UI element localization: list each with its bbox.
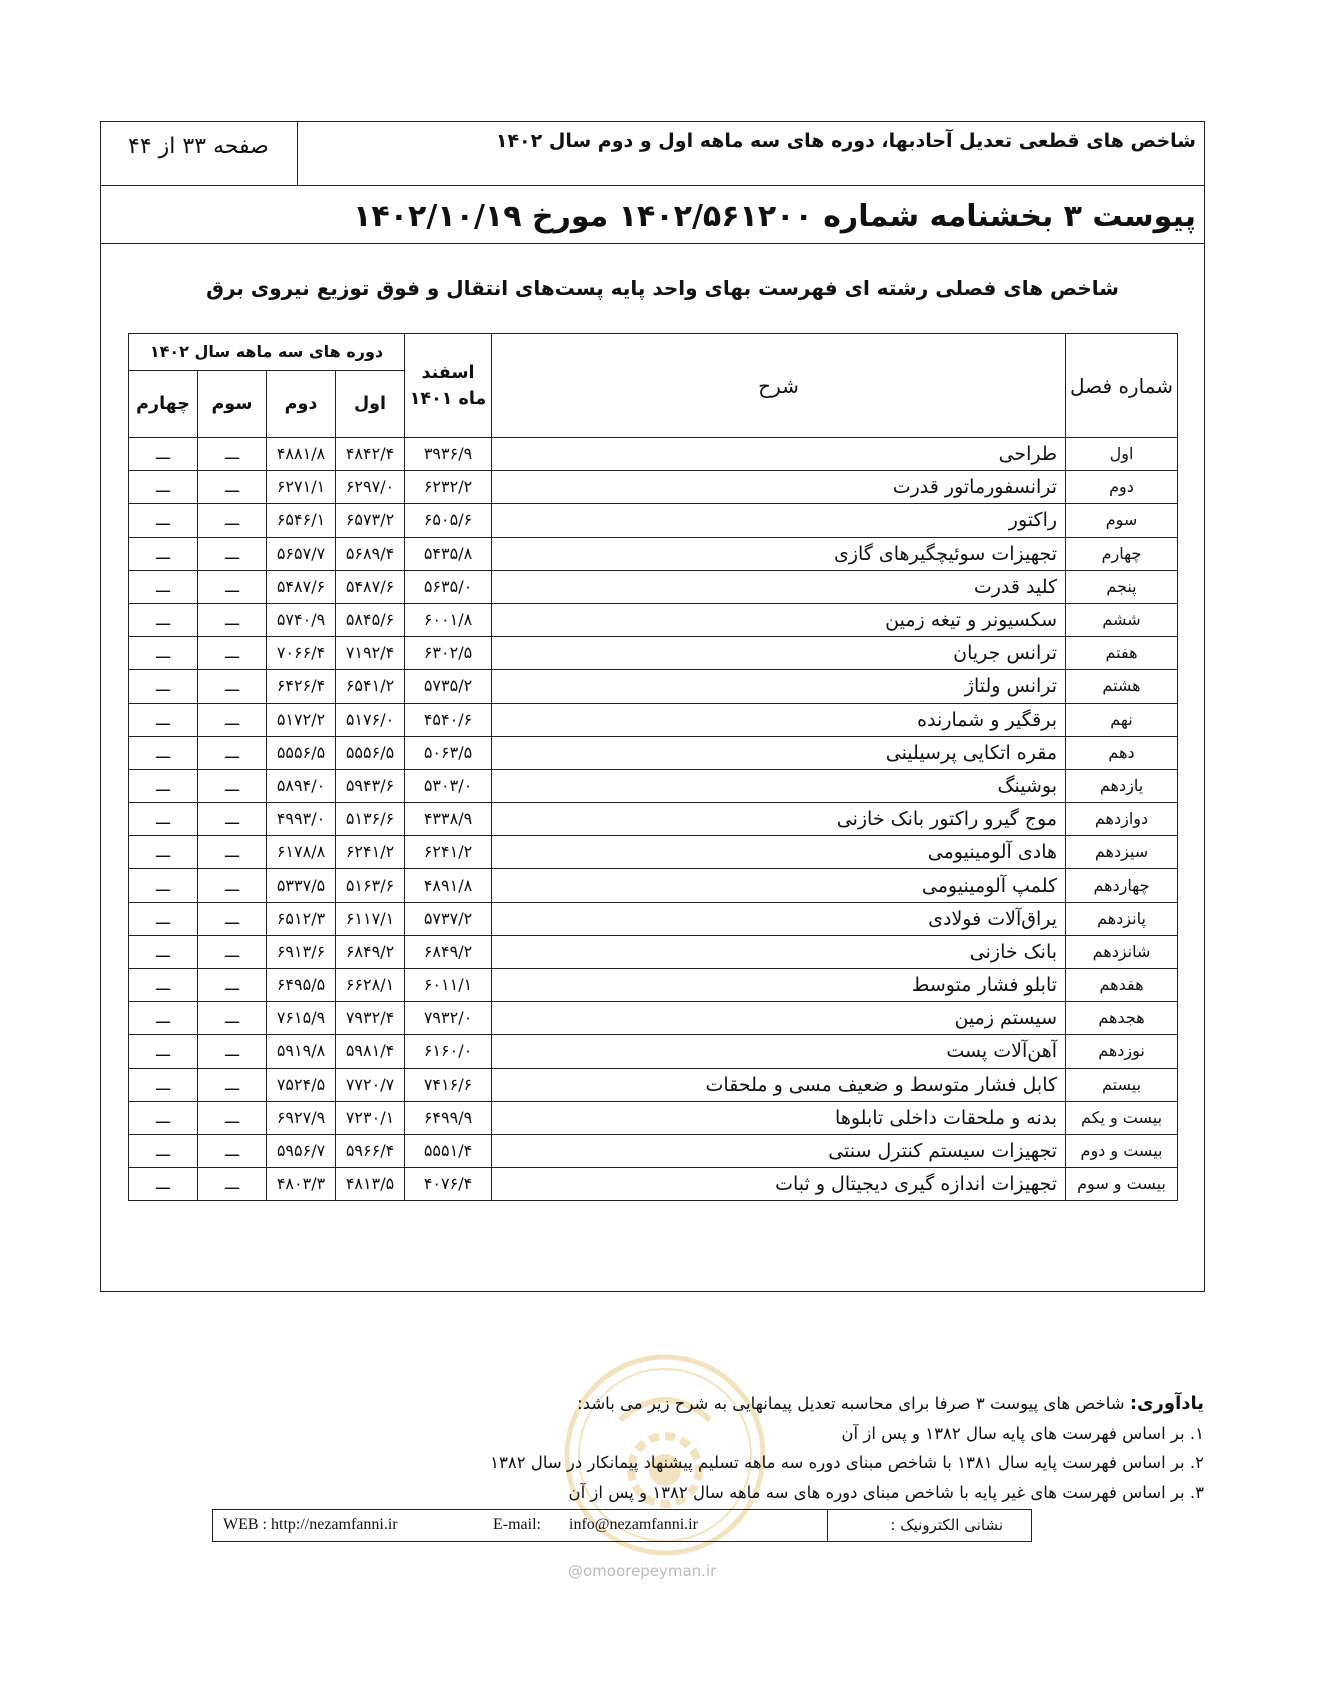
table-title: شاخص های فصلی رشته ای فهرست بهای واحد پایه پست‌های انتقال و فوق توزیع نیروی برق [206, 276, 1119, 300]
description-cell: تجهیزات سوئیچگیرهای گازی [492, 537, 1066, 570]
table-row [129, 803, 1178, 836]
q1-value-cell: ۷۱۹۲/۴ [336, 637, 405, 670]
esfand-value-cell: ۶۲۳۲/۲ [405, 471, 492, 504]
note-item: ۱. بر اساس فهرست های پایه سال ۱۳۸۲ و پس از آن [841, 1423, 1204, 1443]
q4-value-cell: ـــ [129, 769, 198, 802]
q3-value-cell: ـــ [198, 670, 267, 703]
q4-value-cell: ـــ [129, 637, 198, 670]
q1-value-cell: ۵۵۵۶/۵ [336, 736, 405, 769]
q2-value-cell: ۶۴۲۶/۴ [267, 670, 336, 703]
q4-value-cell: ـــ [129, 1035, 198, 1068]
description-cell: هادی آلومینیومی [492, 836, 1066, 869]
esfand-value-cell: ۵۳۰۳/۰ [405, 769, 492, 802]
esfand-value-cell: ۶۱۶۰/۰ [405, 1035, 492, 1068]
esfand-value-cell: ۶۲۴۱/۲ [405, 836, 492, 869]
q1-value-cell: ۶۵۷۳/۲ [336, 504, 405, 537]
q1-value-cell: ۴۸۱۳/۵ [336, 1168, 405, 1201]
table-row [129, 1168, 1178, 1201]
col-esfand-header: اسفند ماه ۱۴۰۱ [405, 334, 492, 438]
description-cell: سکسیونر و تیغه زمین [492, 603, 1066, 636]
q2-value-cell: ۵۳۳۷/۵ [267, 869, 336, 902]
q3-value-cell: ـــ [198, 438, 267, 471]
q1-value-cell: ۷۲۳۰/۱ [336, 1101, 405, 1134]
q3-value-cell: ـــ [198, 836, 267, 869]
table-row [129, 603, 1178, 636]
q1-value-cell: ۷۹۳۲/۴ [336, 1002, 405, 1035]
table-row [129, 504, 1178, 537]
q1-value-cell: ۶۱۱۷/۱ [336, 902, 405, 935]
q1-value-cell: ۵۱۶۳/۶ [336, 869, 405, 902]
chapter-cell: سوم [1066, 504, 1178, 537]
q3-value-cell: ـــ [198, 736, 267, 769]
esfand-value-cell: ۴۵۴۰/۶ [405, 703, 492, 736]
q2-value-cell: ۴۸۰۳/۳ [267, 1168, 336, 1201]
table-row [129, 969, 1178, 1002]
esfand-value-cell: ۶۸۴۹/۲ [405, 935, 492, 968]
chapter-cell: سیزدهم [1066, 836, 1178, 869]
description-cell: ترانسفورماتور قدرت [492, 471, 1066, 504]
description-cell: بدنه و ملحقات داخلی تابلوها [492, 1101, 1066, 1134]
q2-value-cell: ۴۸۸۱/۸ [267, 438, 336, 471]
table-row [129, 438, 1178, 471]
note-item: ۲. بر اساس فهرست پایه سال ۱۳۸۱ با شاخص مبنای دوره سه ماهه تسلیم پیشنهاد پیمانکار در سال ۱۳۸۲ [490, 1453, 1204, 1472]
q4-value-cell: ـــ [129, 670, 198, 703]
q4-value-cell: ـــ [129, 570, 198, 603]
description-cell: کلمپ آلومینیومی [492, 869, 1066, 902]
description-cell: بوشینگ [492, 769, 1066, 802]
quarter-group-header: دوره های سه ماهه سال ۱۴۰۲ [129, 334, 405, 371]
table-row [129, 670, 1178, 703]
chapter-cell: شانزدهم [1066, 935, 1178, 968]
description-cell: ترانس جریان [492, 637, 1066, 670]
q2-value-cell: ۵۵۵۶/۵ [267, 736, 336, 769]
col-q2-header: دوم [267, 371, 336, 438]
notes-block [204, 1389, 1204, 1507]
q2-value-cell: ۵۹۱۹/۸ [267, 1035, 336, 1068]
q2-value-cell: ۷۵۲۴/۵ [267, 1068, 336, 1101]
description-cell: برقگیر و شمارنده [492, 703, 1066, 736]
chapter-cell: پنجم [1066, 570, 1178, 603]
chapter-cell: نوزدهم [1066, 1035, 1178, 1068]
chapter-cell: هفتم [1066, 637, 1178, 670]
q1-value-cell: ۴۸۴۲/۴ [336, 438, 405, 471]
q4-value-cell: ـــ [129, 1002, 198, 1035]
q4-value-cell: ـــ [129, 603, 198, 636]
chapter-cell: بیست و دوم [1066, 1134, 1178, 1167]
table-row [129, 902, 1178, 935]
watermark-url: @omoorepeyman.ir [568, 1562, 717, 1580]
q4-value-cell: ـــ [129, 438, 198, 471]
q3-value-cell: ـــ [198, 803, 267, 836]
q4-value-cell: ـــ [129, 1101, 198, 1134]
description-cell: طراحی [492, 438, 1066, 471]
esfand-value-cell: ۴۰۷۶/۴ [405, 1168, 492, 1201]
q1-value-cell: ۵۸۴۵/۶ [336, 603, 405, 636]
page-number: صفحه ۳۳ از ۴۴ [128, 134, 269, 159]
note-item: ۳. بر اساس فهرست های غیر پایه با شاخص مبنای دوره های سه ماهه سال ۱۳۸۲ و پس از آن [568, 1482, 1204, 1502]
esfand-value-cell: ۵۴۳۵/۸ [405, 537, 492, 570]
description-cell: آهن‌آلات پست [492, 1035, 1066, 1068]
description-cell: یراق‌آلات فولادی [492, 902, 1066, 935]
description-cell: تجهیزات اندازه گیری دیجیتال و ثبات [492, 1168, 1066, 1201]
notes-label: یادآوری: [1129, 1393, 1204, 1414]
table-row [129, 836, 1178, 869]
q1-value-cell: ۵۴۸۷/۶ [336, 570, 405, 603]
chapter-cell: پانزدهم [1066, 902, 1178, 935]
q3-value-cell: ـــ [198, 603, 267, 636]
description-cell: سیستم زمین [492, 1002, 1066, 1035]
q4-value-cell: ـــ [129, 836, 198, 869]
esfand-value-cell: ۶۵۰۵/۶ [405, 504, 492, 537]
esfand-value-cell: ۵۵۵۱/۴ [405, 1134, 492, 1167]
q2-value-cell: ۵۱۷۲/۲ [267, 703, 336, 736]
col-description-header: شرح [492, 334, 1066, 438]
col-q1-header: اول [336, 371, 405, 438]
q3-value-cell: ـــ [198, 1101, 267, 1134]
q3-value-cell: ـــ [198, 969, 267, 1002]
q1-value-cell: ۶۲۹۷/۰ [336, 471, 405, 504]
q4-value-cell: ـــ [129, 736, 198, 769]
q1-value-cell: ۶۶۲۸/۱ [336, 969, 405, 1002]
q2-value-cell: ۷۰۶۶/۴ [267, 637, 336, 670]
q4-value-cell: ـــ [129, 935, 198, 968]
q2-value-cell: ۵۴۸۷/۶ [267, 570, 336, 603]
q3-value-cell: ـــ [198, 935, 267, 968]
chapter-cell: هجدهم [1066, 1002, 1178, 1035]
notes-intro: شاخص های پیوست ۳ صرفا برای محاسبه تعدیل پیمانهایی به شرح زیر می باشد: [577, 1394, 1125, 1413]
q2-value-cell: ۵۸۹۴/۰ [267, 769, 336, 802]
q3-value-cell: ـــ [198, 703, 267, 736]
esfand-value-cell: ۳۹۳۶/۹ [405, 438, 492, 471]
q3-value-cell: ـــ [198, 570, 267, 603]
description-cell: تجهیزات سیستم کنترل سنتی [492, 1134, 1066, 1167]
q2-value-cell: ۵۶۵۷/۷ [267, 537, 336, 570]
contact-box [212, 1509, 1032, 1542]
description-cell: بانک خازنی [492, 935, 1066, 968]
q1-value-cell: ۶۵۴۱/۲ [336, 670, 405, 703]
table-row [129, 769, 1178, 802]
table-row [129, 736, 1178, 769]
q4-value-cell: ـــ [129, 537, 198, 570]
q2-value-cell: ۶۵۴۶/۱ [267, 504, 336, 537]
chapter-cell: بیستم [1066, 1068, 1178, 1101]
chapter-cell: دوازدهم [1066, 803, 1178, 836]
col-q3-header: سوم [198, 371, 267, 438]
table-row [129, 1035, 1178, 1068]
q1-value-cell: ۵۱۷۶/۰ [336, 703, 405, 736]
description-cell: کابل فشار متوسط و ضعیف مسی و ملحقات [492, 1068, 1066, 1101]
q3-value-cell: ـــ [198, 504, 267, 537]
chapter-cell: چهارم [1066, 537, 1178, 570]
q1-value-cell: ۶۸۴۹/۲ [336, 935, 405, 968]
chapter-cell: دهم [1066, 736, 1178, 769]
esfand-value-cell: ۶۰۰۱/۸ [405, 603, 492, 636]
q3-value-cell: ـــ [198, 769, 267, 802]
esfand-value-cell: ۶۰۱۱/۱ [405, 969, 492, 1002]
q4-value-cell: ـــ [129, 969, 198, 1002]
chapter-cell: بیست و یکم [1066, 1101, 1178, 1134]
q3-value-cell: ـــ [198, 537, 267, 570]
q4-value-cell: ـــ [129, 902, 198, 935]
esfand-value-cell: ۷۹۳۲/۰ [405, 1002, 492, 1035]
chapter-cell: دوم [1066, 471, 1178, 504]
q3-value-cell: ـــ [198, 1168, 267, 1201]
q4-value-cell: ـــ [129, 1168, 198, 1201]
esfand-value-cell: ۷۴۱۶/۶ [405, 1068, 492, 1101]
q1-value-cell: ۷۷۲۰/۷ [336, 1068, 405, 1101]
table-row [129, 537, 1178, 570]
col-q4-header: چهارم [129, 371, 198, 438]
table-body [129, 438, 1178, 1201]
table-row [129, 935, 1178, 968]
esfand-value-cell: ۵۶۳۵/۰ [405, 570, 492, 603]
esfand-value-cell: ۶۴۹۹/۹ [405, 1101, 492, 1134]
q1-value-cell: ۵۱۳۶/۶ [336, 803, 405, 836]
q4-value-cell: ـــ [129, 869, 198, 902]
esfand-value-cell: ۶۳۰۲/۵ [405, 637, 492, 670]
q2-value-cell: ۶۲۷۱/۱ [267, 471, 336, 504]
chapter-cell: یازدهم [1066, 769, 1178, 802]
table-row [129, 570, 1178, 603]
q3-value-cell: ـــ [198, 902, 267, 935]
document-subtitle: پیوست ۳ بخشنامه شماره ۱۴۰۲/۵۶۱۲۰۰ مورخ ۱۴۰۲/۱۰/۱۹ [353, 199, 1196, 234]
q2-value-cell: ۶۹۲۷/۹ [267, 1101, 336, 1134]
q2-value-cell: ۶۱۷۸/۸ [267, 836, 336, 869]
esfand-value-cell: ۵۷۳۵/۲ [405, 670, 492, 703]
table-row [129, 869, 1178, 902]
q2-value-cell: ۷۶۱۵/۹ [267, 1002, 336, 1035]
q1-value-cell: ۵۹۶۶/۴ [336, 1134, 405, 1167]
table-row [129, 1068, 1178, 1101]
q2-value-cell: ۵۹۵۶/۷ [267, 1134, 336, 1167]
q3-value-cell: ـــ [198, 1068, 267, 1101]
q2-value-cell: ۶۵۱۲/۳ [267, 902, 336, 935]
q4-value-cell: ـــ [129, 471, 198, 504]
q3-value-cell: ـــ [198, 869, 267, 902]
q2-value-cell: ۶۴۹۵/۵ [267, 969, 336, 1002]
q4-value-cell: ـــ [129, 1068, 198, 1101]
table-row [129, 637, 1178, 670]
q2-value-cell: ۵۷۴۰/۹ [267, 603, 336, 636]
description-cell: موج گیرو راکتور بانک خازنی [492, 803, 1066, 836]
description-cell: راکتور [492, 504, 1066, 537]
q4-value-cell: ـــ [129, 504, 198, 537]
q3-value-cell: ـــ [198, 1002, 267, 1035]
q3-value-cell: ـــ [198, 1035, 267, 1068]
contact-label: نشانی الکترونیک : [890, 1516, 1003, 1534]
q2-value-cell: ۶۹۱۳/۶ [267, 935, 336, 968]
email-label: E-mail: [493, 1516, 541, 1533]
document-title: شاخص های قطعی تعدیل آحادبها، دوره های سه ماهه اول و دوم سال ۱۴۰۲ [495, 130, 1196, 152]
q3-value-cell: ـــ [198, 637, 267, 670]
q4-value-cell: ـــ [129, 803, 198, 836]
chapter-cell: هفدهم [1066, 969, 1178, 1002]
q3-value-cell: ـــ [198, 471, 267, 504]
index-table [128, 333, 1178, 1201]
esfand-value-cell: ۵۷۳۷/۲ [405, 902, 492, 935]
esfand-value-cell: ۴۸۹۱/۸ [405, 869, 492, 902]
q4-value-cell: ـــ [129, 1134, 198, 1167]
header-divider [297, 121, 298, 186]
q4-value-cell: ـــ [129, 703, 198, 736]
q1-value-cell: ۵۹۸۱/۴ [336, 1035, 405, 1068]
chapter-cell: اول [1066, 438, 1178, 471]
table-row [129, 703, 1178, 736]
description-cell: کلید قدرت [492, 570, 1066, 603]
q2-value-cell: ۴۹۹۳/۰ [267, 803, 336, 836]
q3-value-cell: ـــ [198, 1134, 267, 1167]
chapter-cell: ششم [1066, 603, 1178, 636]
web-link[interactable]: WEB : http://nezamfanni.ir [223, 1516, 398, 1533]
col-chapter-header: شماره فصل [1066, 334, 1178, 438]
q1-value-cell: ۵۶۸۹/۴ [336, 537, 405, 570]
description-cell: تابلو فشار متوسط [492, 969, 1066, 1002]
q1-value-cell: ۶۲۴۱/۲ [336, 836, 405, 869]
contact-divider [827, 1510, 828, 1541]
chapter-cell: چهاردهم [1066, 869, 1178, 902]
description-cell: ترانس ولتاژ [492, 670, 1066, 703]
chapter-cell: هشتم [1066, 670, 1178, 703]
email-link[interactable]: info@nezamfanni.ir [569, 1516, 698, 1533]
esfand-value-cell: ۵۰۶۳/۵ [405, 736, 492, 769]
table-row [129, 1002, 1178, 1035]
esfand-value-cell: ۴۳۳۸/۹ [405, 803, 492, 836]
table-row [129, 1134, 1178, 1167]
q1-value-cell: ۵۹۴۳/۶ [336, 769, 405, 802]
chapter-cell: بیست و سوم [1066, 1168, 1178, 1201]
table-row [129, 1101, 1178, 1134]
chapter-cell: نهم [1066, 703, 1178, 736]
table-row [129, 471, 1178, 504]
description-cell: مقره اتکایی پرسیلینی [492, 736, 1066, 769]
